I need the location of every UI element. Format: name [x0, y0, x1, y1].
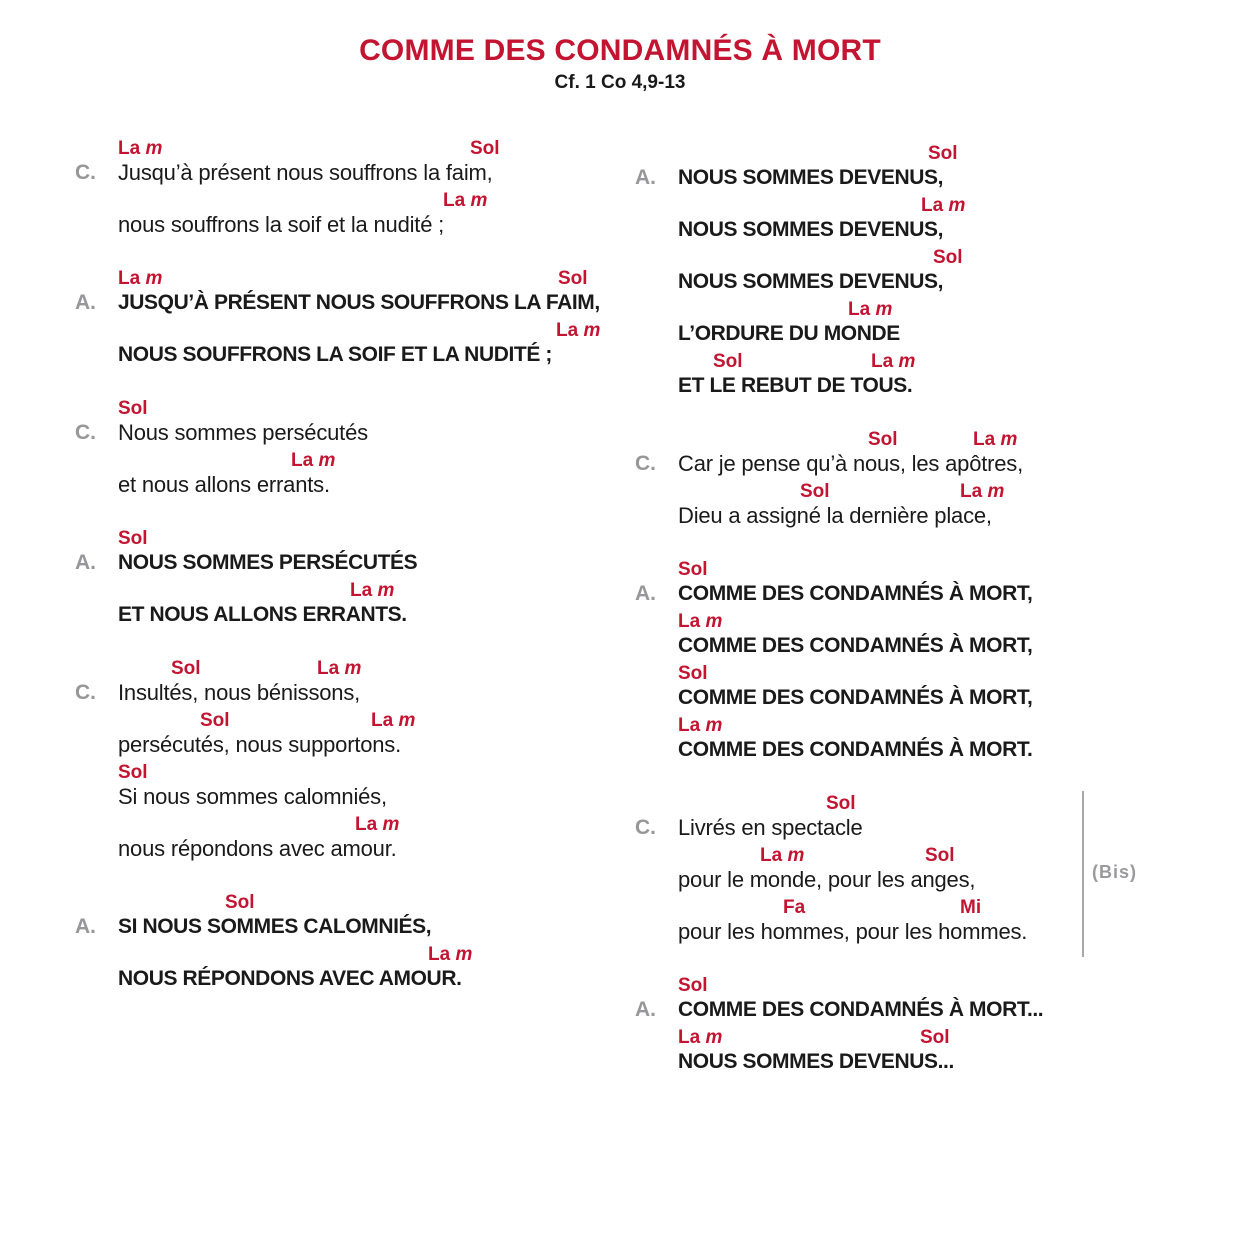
stanza — [75, 893, 635, 997]
song-line — [678, 898, 1175, 950]
song-line — [678, 664, 1175, 716]
stanza — [75, 659, 635, 867]
chord: La m — [973, 429, 1018, 450]
song-line — [678, 300, 1175, 352]
lyric-line: Dieu a assigné la dernière place, — [678, 503, 992, 528]
chord: La m — [443, 190, 488, 211]
song-line — [678, 612, 1175, 664]
song-line — [118, 139, 635, 191]
chord: La m — [848, 299, 893, 320]
voice-label: C. — [635, 452, 656, 475]
lyric-line: pour le monde, pour les anges, — [678, 867, 976, 892]
stanza-lines — [118, 529, 635, 633]
voice-label: C. — [75, 161, 96, 184]
lyric-line: Car je pense qu’à nous, les apôtres, — [678, 451, 1024, 476]
song-line — [118, 269, 635, 321]
chord: Sol — [118, 398, 148, 419]
song-line — [118, 659, 635, 711]
stanza — [75, 399, 635, 503]
stanza-lines — [118, 659, 635, 867]
chord: La m — [871, 351, 916, 372]
lyric-line: COMME DES CONDAMNÉS À MORT... — [678, 998, 1044, 1021]
song-line — [678, 352, 1175, 404]
lyric-line: NOUS SOUFFRONS LA SOIF ET LA NUDITÉ ; — [118, 343, 552, 366]
lyric-line: Insultés, nous bénissons, — [118, 680, 361, 705]
voice-label: A. — [75, 915, 96, 938]
chord: La m — [921, 195, 966, 216]
song-line — [678, 144, 1175, 196]
chord: Sol — [928, 143, 958, 164]
song-line — [118, 581, 635, 633]
chord: Sol — [925, 845, 955, 866]
stanza-lines — [678, 976, 1175, 1080]
stanza — [75, 529, 635, 633]
chord: Sol — [678, 559, 708, 580]
voice-label: A. — [75, 551, 96, 574]
chord: La m — [678, 715, 723, 736]
song-line — [678, 482, 1175, 534]
voice-label: C. — [75, 681, 96, 704]
voice-label: A. — [635, 166, 656, 189]
song-line — [118, 321, 635, 373]
stanza-lines — [118, 139, 635, 243]
chord: Sol — [225, 892, 255, 913]
chord: Sol — [200, 710, 230, 731]
chord: Sol — [558, 268, 588, 289]
song-line — [118, 529, 635, 581]
chord: Sol — [920, 1027, 950, 1048]
stanza-lines — [118, 893, 635, 997]
chord: La m — [428, 944, 473, 965]
columns — [0, 139, 1240, 1106]
chord: La m — [291, 450, 336, 471]
lyric-line: ET NOUS ALLONS ERRANTS. — [118, 603, 407, 626]
chord: La m — [118, 138, 163, 159]
chord: Sol — [868, 429, 898, 450]
lyric-line: nous souffrons la soif et la nudité ; — [118, 212, 445, 237]
stanza-lines — [118, 269, 635, 373]
song-line — [678, 976, 1175, 1028]
song-line — [678, 248, 1175, 300]
chord: Sol — [171, 658, 201, 679]
lyric-line: NOUS SOMMES DEVENUS, — [678, 218, 944, 241]
chord: La m — [960, 481, 1005, 502]
stanza-lines — [118, 399, 635, 503]
chord: La m — [678, 1027, 723, 1048]
column-left — [75, 139, 635, 1106]
stanza — [635, 144, 1175, 404]
chord: Sol — [826, 793, 856, 814]
lyric-line: ET LE REBUT DE TOUS. — [678, 374, 913, 397]
chord: La m — [118, 268, 163, 289]
chord: La m — [355, 814, 400, 835]
stanza — [635, 560, 1175, 768]
song-line — [118, 711, 635, 763]
lyric-line: Livrés en spectacle — [678, 815, 863, 840]
voice-label: C. — [635, 816, 656, 839]
chord: Sol — [713, 351, 743, 372]
lyric-line: Si nous sommes calomniés, — [118, 784, 387, 809]
lyric-line: NOUS SOMMES PERSÉCUTÉS — [118, 551, 418, 574]
stanza — [75, 139, 635, 243]
voice-label: C. — [75, 421, 96, 444]
lyric-line: NOUS RÉPONDONS AVEC AMOUR. — [118, 967, 462, 990]
song-line — [118, 451, 635, 503]
song-line — [678, 1028, 1175, 1080]
lyric-line: NOUS SOMMES DEVENUS, — [678, 270, 944, 293]
voice-label: A. — [75, 291, 96, 314]
chord: La m — [350, 580, 395, 601]
song-line — [678, 430, 1175, 482]
lyric-line: persécutés, nous supportons. — [118, 732, 402, 757]
lyric-line: JUSQU’À PRÉSENT NOUS SOUFFRONS LA FAIM, — [118, 291, 600, 314]
song-line — [118, 191, 635, 243]
chord: La m — [678, 611, 723, 632]
song-title: COMME DES CONDAMNÉS À MORT — [359, 34, 881, 67]
song-line — [678, 196, 1175, 248]
song-line — [118, 763, 635, 815]
chord: Sol — [678, 663, 708, 684]
lyric-line: SI NOUS SOMMES CALOMNIÉS, — [118, 915, 432, 938]
song-header — [0, 0, 1240, 94]
stanza — [635, 430, 1175, 534]
song-line — [678, 794, 1175, 846]
chord: Sol — [800, 481, 830, 502]
chord: La m — [371, 710, 416, 731]
voice-label: A. — [635, 582, 656, 605]
lyric-line: pour les hommes, pour les hommes. — [678, 919, 1028, 944]
chord: Sol — [118, 528, 148, 549]
stanza — [75, 269, 635, 373]
chord: La m — [556, 320, 601, 341]
lyric-line: nous répondons avec amour. — [118, 836, 397, 861]
stanza-lines — [678, 144, 1175, 404]
chord: Fa — [783, 897, 806, 918]
voice-label: A. — [635, 998, 656, 1021]
lyric-line: L’ORDURE DU MONDE — [678, 322, 900, 345]
lyric-line: NOUS SOMMES DEVENUS... — [678, 1050, 954, 1073]
bis-bracket — [1082, 791, 1084, 957]
song-line — [118, 815, 635, 867]
chord: Sol — [678, 975, 708, 996]
lyric-line: COMME DES CONDAMNÉS À MORT, — [678, 582, 1033, 605]
scripture-reference: Cf. 1 Co 4,9-13 — [554, 72, 686, 93]
song-line — [678, 560, 1175, 612]
chord: Sol — [118, 762, 148, 783]
chord: La m — [760, 845, 805, 866]
lyric-line: et nous allons errants. — [118, 472, 330, 497]
lyric-line: COMME DES CONDAMNÉS À MORT, — [678, 634, 1033, 657]
lyric-line: COMME DES CONDAMNÉS À MORT, — [678, 686, 1033, 709]
lyric-line: NOUS SOMMES DEVENUS, — [678, 166, 944, 189]
stanza-lines — [678, 430, 1175, 534]
song-line — [118, 399, 635, 451]
lyric-line: Jusqu’à présent nous souffrons la faim, — [118, 160, 493, 185]
song-line — [118, 893, 635, 945]
chord: Sol — [933, 247, 963, 268]
song-line — [678, 716, 1175, 768]
stanza — [635, 976, 1175, 1080]
column-right — [635, 139, 1175, 1106]
chord: Sol — [470, 138, 500, 159]
stanza-lines — [678, 560, 1175, 768]
stanza — [635, 794, 1175, 950]
lyric-line: Nous sommes persécutés — [118, 420, 368, 445]
song-line — [118, 945, 635, 997]
chord: Mi — [960, 897, 982, 918]
lyric-line: COMME DES CONDAMNÉS À MORT. — [678, 738, 1033, 761]
chord: La m — [317, 658, 362, 679]
bis-marker: (Bis) — [1092, 862, 1137, 882]
